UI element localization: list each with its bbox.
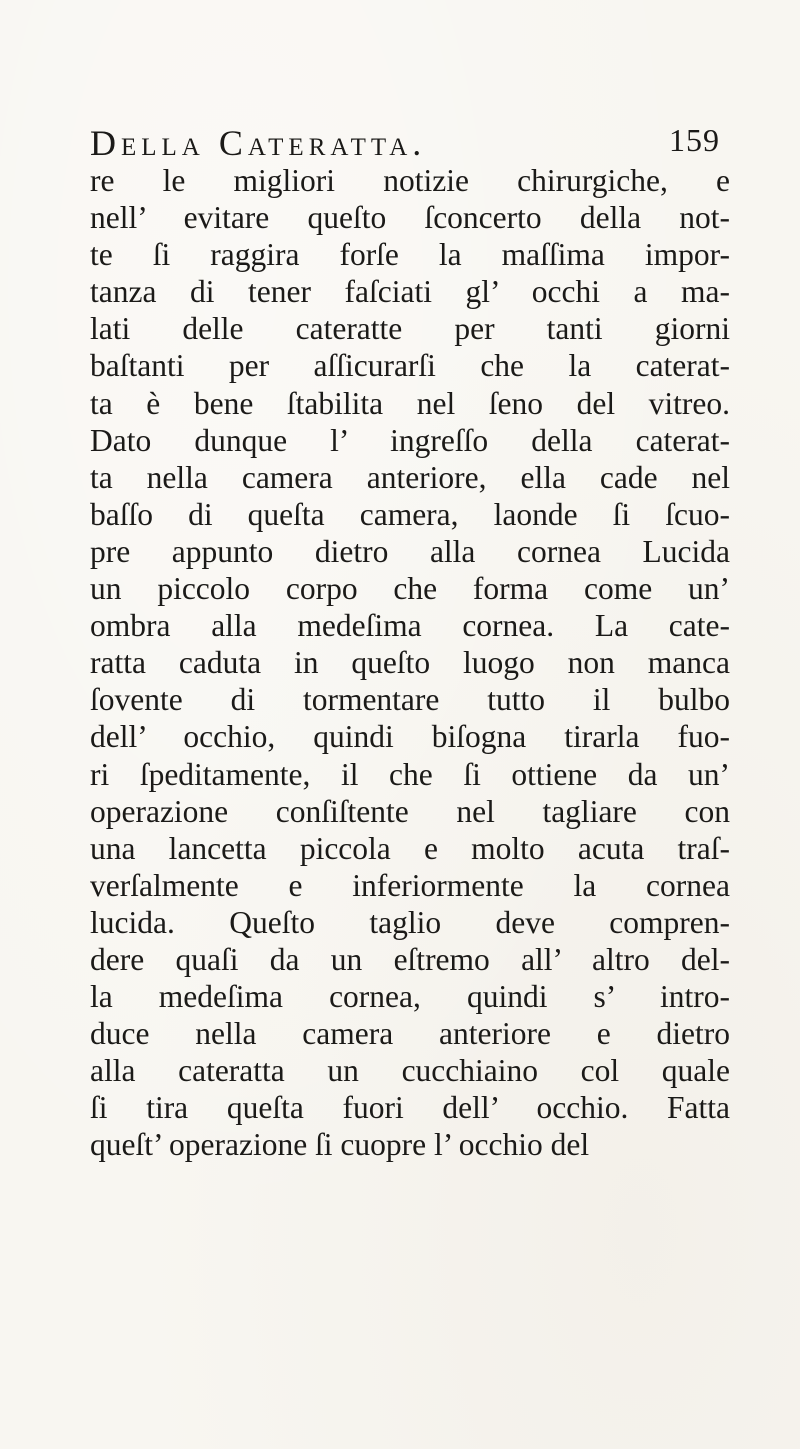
text-line: alla cateratta un cucchiaino col quale [90,1053,730,1089]
text-line: nell’ evitare queſto ſconcerto della not- [90,200,730,236]
text-line: Dato dunque l’ ingreſſo della caterat- [90,422,730,458]
text-line: queſt’ operazione ſi cuopre l’ occhio del [90,1127,590,1163]
text-line: te ſi raggira forſe la maſſima impor- [90,237,730,273]
text-line: lucida. Queſto taglio deve compren- [90,904,730,940]
text-line: operazione conſiſtente nel tagliare con [90,793,730,829]
text-line: ombra alla medeſima cornea. La cate- [90,608,730,644]
text-line: ſovente di tormentare tutto il bulbo [90,682,730,718]
text-line: ta nella camera anteriore, ella cade nel [90,459,730,495]
text-line: baſtanti per aſſicurarſi che la caterat- [90,348,730,384]
text-line: dere quaſi da un eſtremo all’ altro del- [90,941,730,977]
page-number: 159 [669,122,720,158]
text-line: ratta caduta in queſto luogo non manca [90,645,730,681]
text-line: pre appunto dietro alla cornea Lucida [90,533,730,569]
text-line: la medeſima cornea, quindi s’ intro- [90,979,730,1015]
running-title: Della Cateratta. [90,123,427,163]
text-line: ta è bene ſtabilita nel ſeno del vitreo. [90,385,730,421]
text-line: baſſo di queſta camera, laonde ſi ſcuo- [90,496,730,532]
text-line: una lancetta piccola e molto acuta traſ- [90,830,730,866]
text-line: dell’ occhio, quindi biſogna tirarla fuo- [90,719,730,755]
body-text [90,162,730,1164]
text-line: ri ſpeditamente, il che ſi ottiene da un’ [90,756,730,792]
text-line: un piccolo corpo che forma come un’ [90,571,730,607]
text-line: re le migliori notizie chirurgiche, e [90,163,730,198]
text-line: lati delle cateratte per tanti giorni [90,311,730,347]
text-line: duce nella camera anteriore e dietro [90,1016,730,1052]
text-line: tanza di tener faſciati gl’ occhi a ma- [90,274,730,310]
text-line: ſi tira queſta fuori dell’ occhio. Fatta [90,1090,730,1126]
text-line: verſalmente e inferiormente la cornea [90,867,730,903]
